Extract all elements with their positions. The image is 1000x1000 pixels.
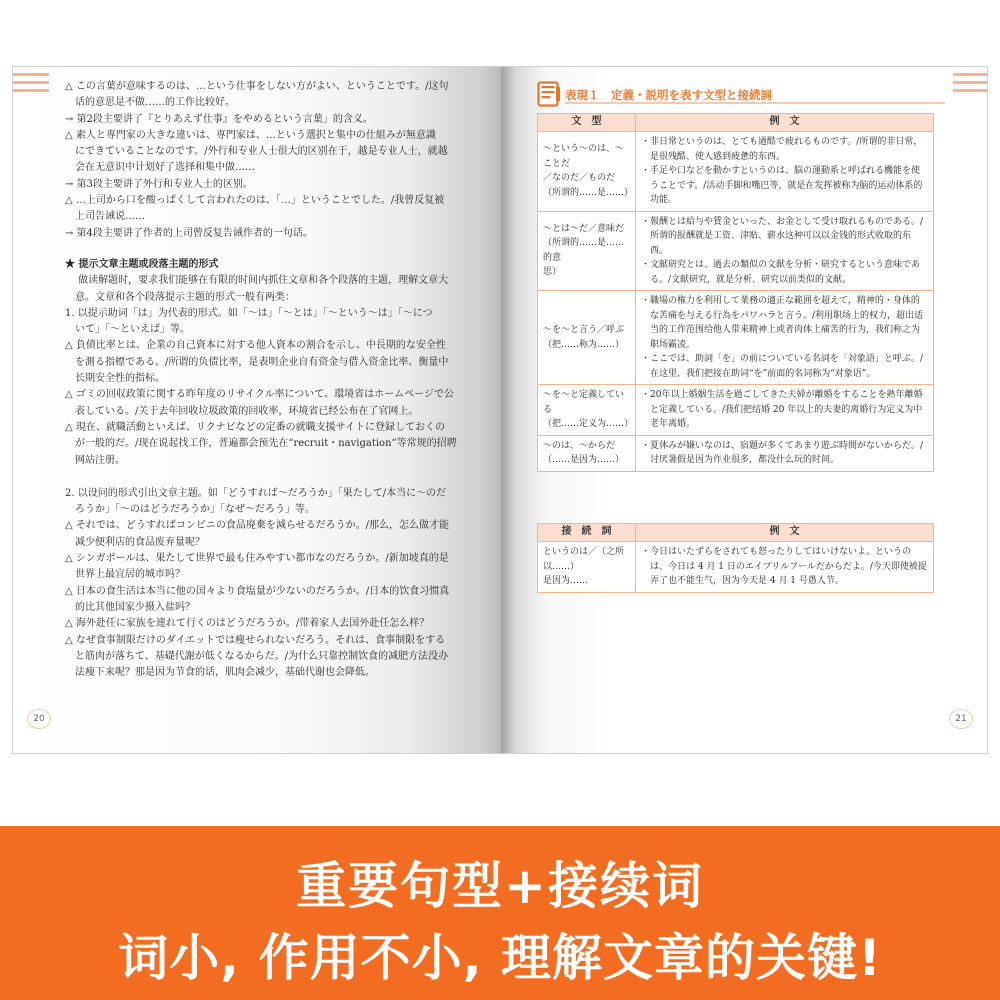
text-line: と筋肉が落ちて、基礎代謝が低くなるからだ。/为什么只靠控制饮食的减肥方法没办	[65, 650, 449, 662]
pattern-cell	[538, 291, 636, 385]
banner-title: 重要句型+接续词	[296, 857, 704, 915]
pattern-cell	[538, 211, 636, 291]
pattern-text: 〜を〜と定義している	[543, 390, 625, 415]
example-cell	[636, 211, 934, 291]
text-line: 上司告诫说……	[65, 211, 145, 223]
conjunction-table	[537, 523, 934, 593]
pattern-cell	[538, 132, 636, 212]
table-row	[538, 385, 934, 436]
paragraph-gap	[65, 242, 475, 257]
paragraph-gap	[65, 469, 475, 486]
pattern-text: 〜とは〜だ／意味だ	[543, 223, 625, 234]
heading-label: 表現１ 定義・説明を表す文型と接続詞	[565, 88, 772, 102]
example-sentence: ・ここでは、助詞「を」の前についている名詞を「対象語」と呼ぶ。/在这里，我们把接在助词“を”前面的名词称为“对象语”。	[641, 354, 924, 379]
column-header-example: 例 文	[636, 524, 934, 542]
text-line: 表している。/关于去年回收垃圾政策的回收率，环境省已经公布在了官网上。	[65, 405, 419, 417]
text-line: 世界上最宜居的城市吗？	[65, 569, 185, 581]
table-row	[538, 435, 934, 471]
pattern-text: （所谓的……是……的意	[543, 238, 625, 263]
text-line: △ 現在、就職活動といえば、リクナビなどの定番の就職支援サイトに登録しておくの	[65, 421, 445, 433]
page-number-right: 21	[949, 709, 973, 729]
text-line: 1. 以提示助词「は」为代表的形式。如「〜は」「〜とは」「〜という〜は」「〜につ	[65, 307, 433, 319]
pattern-cell	[538, 385, 636, 436]
left-page-text	[65, 79, 475, 681]
text-line: → 第4段主要讲了作者的上司曾反复告诫作者的一句话。	[65, 227, 313, 239]
pattern-cell	[538, 542, 636, 593]
text-line: △ 日本の食生活は本当に他の国々より食塩量が少ないのだろうか。/日本的饮食习惯真	[65, 585, 450, 597]
example-sentence: ・夏休みが嫌いなのは、宿題が多くてあまり遊ぶ時間がないからだ。/讨厌暑假是因为作业很多，都没什么玩的时间。	[641, 440, 924, 465]
text-line: 做读解题时，要求我们能够在有限的时间内抓住文章和各个段落的主题，理解文章大	[65, 275, 449, 287]
book-icon	[537, 81, 561, 107]
text-line: 的比其他国家少摄入盐吗？	[65, 601, 195, 613]
decorative-stripes	[953, 73, 988, 97]
page-number-left: 20	[27, 709, 51, 729]
example-sentence: ・20年以上婚姻生活を過ごしてきた夫婦が離婚をすることを熟年離婚と定義している。/我们把结婚 20 年以上的夫妻的离婚行为定义为中老年离婚。	[641, 390, 923, 429]
text-line: 话的意思是不做……的工作比较好。	[65, 97, 235, 109]
example-cell	[636, 542, 934, 593]
table-row	[538, 211, 934, 291]
text-line: が一般的だ。/现在说起找工作，普遍都会预先在“recruit・navigation”等常规的招聘	[65, 438, 457, 450]
text-line: △ 海外赴任に家族を連れて行くのはどうだろうか。/带着家人去国外赴任怎么样？	[65, 618, 430, 630]
example-sentence: ・報酬とは給与や賃金といった、お金として受け取れるものである。/所谓的报酬就是工资、津贴、薪水这种可以以金钱的形式收取的东西。	[641, 216, 924, 256]
pattern-text: （所谓的……是……）	[543, 187, 634, 198]
table-row	[538, 291, 934, 385]
text-line: 减少便利店的食品废弃量呢？	[65, 536, 205, 548]
text-line: 意。文章和各个段落提示主题的形式一般有两类：	[65, 291, 295, 303]
decorative-stripes	[13, 73, 49, 97]
text-line: △ なぜ食事制限だけのダイエットでは痩せられないだろう。それは、食事制限をする	[65, 634, 446, 646]
pattern-text: 是因为……	[543, 576, 589, 586]
example-cell	[636, 291, 934, 385]
banner-subtitle: 词小, 作用不小, 理解文章的关键!	[118, 929, 882, 987]
example-cell	[636, 132, 934, 212]
table-row	[538, 542, 934, 593]
column-header-pattern: 文 型	[538, 114, 636, 132]
text-line: にできていることなのです。/外行和专业人士很大的区别在于，越是专业人士，就越	[65, 146, 448, 158]
pattern-text: （把……定义为……）	[543, 419, 634, 429]
text-line: △ それでは、どうすればコンビニの食品廃棄を減らせるだろうか。/那么，怎么做才能	[65, 520, 449, 532]
column-header-conjunction: 接 続 詞	[538, 524, 636, 542]
right-page	[501, 67, 988, 753]
pattern-text: （……是因为……）	[543, 455, 625, 465]
example-cell	[636, 385, 934, 436]
text-line: 2. 以设问的形式引出文章主题。如「どうすれば〜だろうか」「果たして/本当に〜のだ	[65, 487, 447, 499]
text-line: △ …上司から口を酸っぱくして言われたのは、「…」ということでした。/我曾反复被	[65, 195, 445, 207]
pattern-text: （把……称为……）	[543, 339, 625, 350]
example-cell	[636, 435, 934, 471]
text-line: △ 負債比率とは、企業の自己資本に対する他人資本の割合を示し、中長期的な安全性	[65, 340, 446, 352]
pattern-text: というのは／（之所以……）	[543, 547, 625, 572]
example-sentence: ・今日はいたずらをされても怒ったりしてはいけないよ。というのは、今日は 4 月 1 日のエイプリルフールだからだよ。/今天即使被捉弄了也不能生气，因为今天是 4 月 1 号愚人节。	[641, 547, 927, 586]
pattern-text: 〜のは、〜からだ	[543, 440, 616, 451]
text-line: △ この言葉が意味するのは、…という仕事をしない方がよい、ということです。/这句	[65, 81, 449, 92]
pattern-text: ／なのだ／ものだ	[543, 173, 616, 184]
text-line: → 第3段主要讲了外行和专业人士的区别。	[65, 178, 253, 190]
text-line: を測る指標である。/所谓的负债比率，是表明企业自有资金与借入资金比率、衡量中	[65, 356, 449, 368]
table-row	[538, 132, 934, 212]
pattern-text: 思）	[543, 267, 562, 278]
example-sentence: ・手足や口などを動かすというのは、脳の運動系と呼ばれる機能を使うことです。/活动手脚和嘴巴等，就是在发挥被称为脑的运动体系的功能。	[641, 166, 923, 205]
example-sentence: ・職場の権力を利用して業務の適正な範囲を超えて，精神的・身体的な苦痛を与える行為をパワハラと言う。/利用职场上的权力，超出适当的工作范围给他人带来精神上或者肉体上痛苦的行为，我们称之为职场霸凌。	[641, 296, 924, 350]
section-heading	[537, 81, 945, 107]
text-line: いて」「〜といえば」等。	[65, 324, 190, 336]
text-line: ろうか」「〜のはどうだろうか」「なぜ〜だろう」等。	[65, 504, 315, 516]
text-line: 网站注册。	[65, 454, 125, 466]
pattern-table	[537, 113, 934, 472]
section-title: ★ 提示文章主题或段落主题的形式	[65, 258, 219, 270]
pattern-text: 〜を〜と言う／呼ぶ	[543, 325, 625, 335]
heading-underline	[565, 102, 945, 104]
text-line: 会在无意识中计划好了选择和集中做……	[65, 162, 255, 174]
text-line: △ ゴミの回収政策に関する昨年度のリサイクル率について、環境省はホームページで公	[65, 389, 454, 401]
book-spread	[12, 66, 988, 754]
column-header-example: 例 文	[636, 114, 934, 132]
text-line: → 第2段主要讲了『とりあえず仕事』をやめるという言葉」的含义。	[65, 113, 373, 125]
pattern-text: 〜という〜のは、〜ことだ	[543, 144, 625, 169]
example-sentence: ・文献研究とは、過去の類似の文献を分析・研究するという意味である。/文献研究，就是分析、研究以前类似的文献。	[641, 260, 921, 285]
text-line: △ シンガポールは、果たして世界で最も住みやすい都市なのだろうか。/新加坡真的是	[65, 553, 449, 565]
pattern-cell	[538, 435, 636, 471]
text-line: △ 素人と専門家の大きな違いは、専門家は、…という選択と集中の仕組みが無意識	[65, 129, 436, 141]
example-sentence: ・非日常というのは、とても過酷で疲れるものです。/所谓的非日常，是很残酷、使人感到疲惫的东西。	[641, 137, 923, 162]
text-line: 长期安全性的指标。	[65, 373, 165, 385]
promo-banner	[0, 826, 1000, 1000]
left-page	[13, 67, 501, 753]
text-line: 法瘦下来呢？那是因为节食的话，肌肉会减少，基础代谢也会降低。	[65, 667, 375, 679]
